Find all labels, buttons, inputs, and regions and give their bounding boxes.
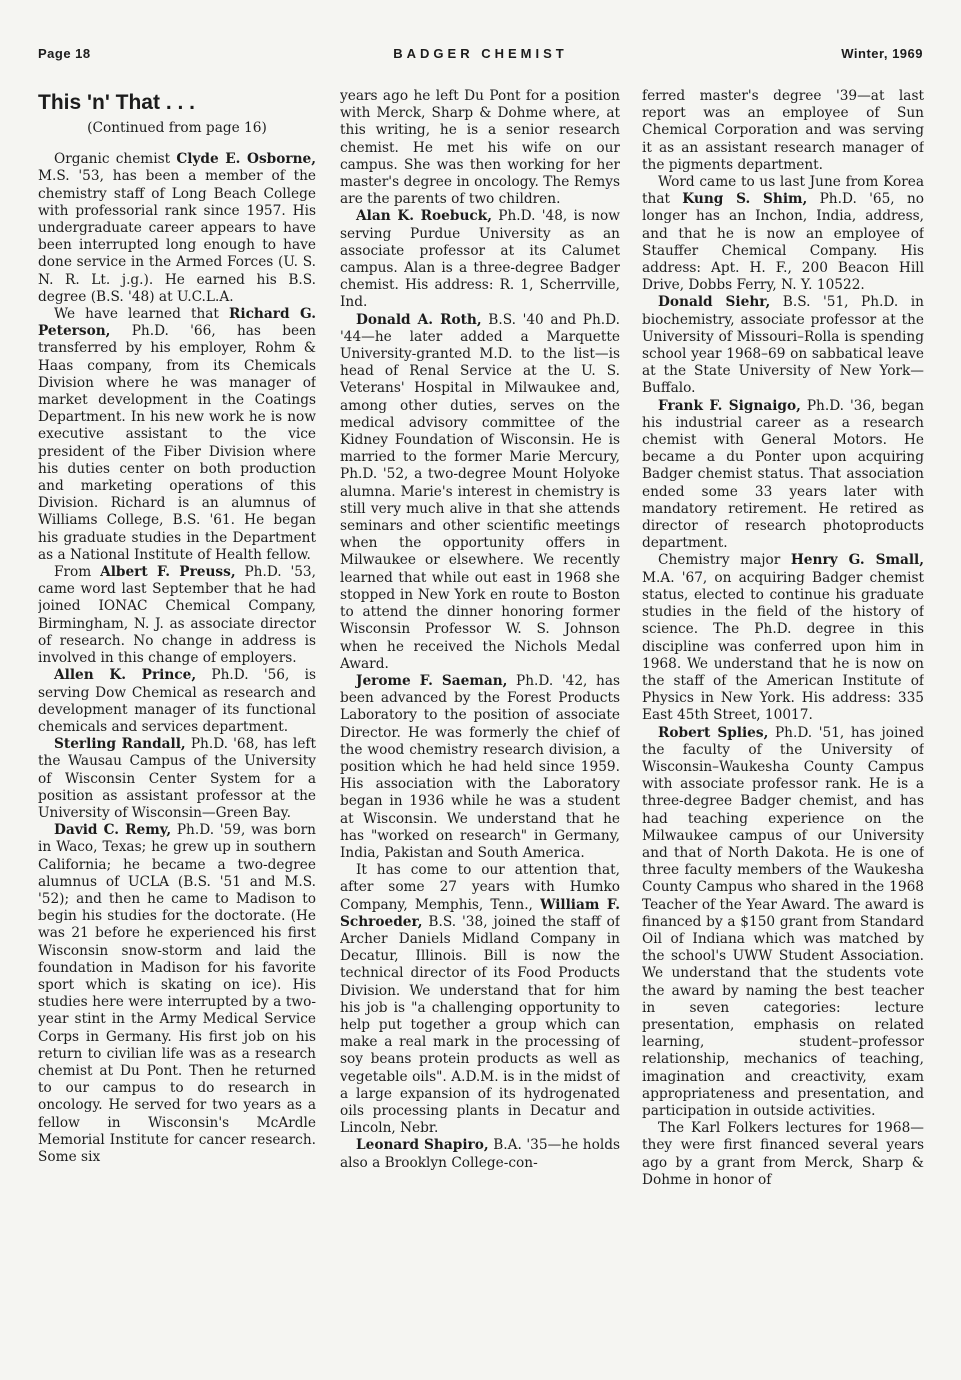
- paragraph: [340, 88, 620, 208]
- column-3: [642, 88, 924, 1350]
- paragraph-text: Ph.D. '68, has left the Wausau Campus of the University of Wisconsin Center System for a position as assistant professor at the University of Wisconsin—Green Bay.: [38, 736, 316, 821]
- person-name: Alan K. Roebuck,: [356, 208, 492, 225]
- paragraph: [340, 1137, 620, 1171]
- column-1: [38, 88, 316, 1350]
- paragraph: [340, 862, 620, 1137]
- person-name: Jerome F. Saeman,: [356, 672, 508, 689]
- person-name: Donald A. Roth,: [356, 311, 482, 328]
- paragraph-text: M.A. '67, on acquiring Badger chemist status, elected to continue his graduate studies in the field of the history of science. The Ph.D. degree in this discipline was conferred upon him in 1968. We understand that he is now on the staff of the American Institute of Physics in New York. His address: 335 East 45th Street, 10017.: [642, 569, 924, 724]
- paragraph-text: We have learned that: [54, 306, 230, 323]
- paragraph: [38, 151, 316, 306]
- person-name: William F. Schroeder,: [340, 896, 620, 930]
- person-name: Kung S. Shim,: [682, 191, 808, 208]
- paragraph-text: It has come to our attention that, after some 27 years with Humko Company, Memphis, Tenn.,: [340, 862, 620, 913]
- page-number: Page 18: [38, 46, 91, 61]
- paragraph: [340, 312, 620, 673]
- publication-title: BADGER CHEMIST: [393, 46, 568, 61]
- paragraph-text: Chemistry major: [658, 552, 791, 569]
- paragraph: [642, 88, 924, 174]
- paragraph-text: B.S. '40 and Ph.D. '44—he later added a Marquette University-granted M.D. to the list—is head of Renal Service at the U. S. Veterans' Hospital in Milwaukee and, among other duties, serves on the medical advisory committee of the Kidney Foundation of Wisconsin. He is married to the former Marie Mercury, Ph.D. '52, a two-degree Mount Holyoke alumna. Marie's interest in chemistry is still very much alive in that she attends seminars and other scientific meetings when the opportunity offers in Milwaukee or elsewhere. We recently learned that while out east in 1968 she stopped in New York en route to Boston to attend the dinner honoring former Wisconsin Professor W. S. Johnson when he received the Nichols Medal Award.: [340, 311, 620, 672]
- paragraph-text: Ph.D. '42, has been advanced by the Forest Products Laboratory to the position of associate Director. He was formerly the chief of the wood chemistry research division, a position which he had held since 1959. His association with the Laboratory began in 1936 while he was a student at Wisconsin. We understand that he has "worked on research" in Germany, India, Pakistan and South America.: [340, 672, 620, 861]
- person-name: David C. Remy,: [54, 822, 172, 839]
- person-name: Leonard Shapiro,: [356, 1137, 489, 1154]
- paragraph: [642, 398, 924, 553]
- paragraph-text: B.S. '51, Ph.D. in biochemistry, associate professor at the University of Missouri–Rolla is spending school year 1968–69 on sabbatical leave at the State University of New York—Buffalo.: [642, 294, 924, 397]
- paragraph-text: Ph.D. '53, came word last September that he had joined IONAC Chemical Company, Birmingham, N. J. as associate director of research. No change in address is involved in this change of employers.: [38, 564, 316, 667]
- paragraph: [38, 564, 316, 667]
- person-name: Frank F. Signaigo,: [658, 397, 801, 414]
- paragraph: [642, 725, 924, 1121]
- paragraph: [642, 294, 924, 397]
- paragraph-text: Ph.D. '59, was born in Waco, Texas; he grew up in southern California; he became a two-degree alumnus of UCLA (B.S. '51 and M.S. '52); and then he came to Madison to begin his studies for the doctorate. (He was 21 before he experienced his first Wisconsin snow-storm and laid the foundation in Madison for his favorite sport which is skating on ice). His studies here were interrupted by a two-year stint in the Army Medical Service Corps in Germany. His first job on his return to civilian life was as a research chemist at Du Pont. Then he returned to our campus to do research in oncology. He served for two years as a fellow in Wisconsin's McArdle Memorial Institute for cancer research. Some six: [38, 822, 316, 1165]
- person-name: Robert Splies,: [658, 724, 769, 741]
- paragraph: [38, 822, 316, 1166]
- paragraph-text: Ph.D. '66, has been transferred by his employer, Rohm & Haas company, from its Chemicals Division where he was manager of market development in the Coatings Department. In his new work he is now executive assistant to the vice president of the Fiber Division where his duties center on both production and marketing operations of this Division. Richard is an alumnus of Williams College, B.S. '61. He began his graduate studies in the Department as a National Institute of Health fellow.: [38, 323, 316, 563]
- paragraph-text: years ago he left Du Pont for a position with Merck, Sharp & Dohme where, at this writing, he is a senior research chemist. He met his wife on our campus. She was then working for her master's degree in oncology. The Remys are the parents of two children.: [340, 88, 620, 208]
- paragraph-text: B.A. '35—he holds also a Brooklyn College-con-: [340, 1137, 620, 1171]
- paragraph: [642, 552, 924, 724]
- paragraph-text: Ph.D. '56, is serving Dow Chemical as research and development manager of its functional chemicals and services department.: [38, 667, 316, 735]
- issue-date: Winter, 1969: [841, 46, 923, 61]
- paragraph-text: Ph.D. '48, is now serving Purdue University as an associate professor at its Calumet campus. Alan is a three-degree Badger chemist. His address: R. 1, Scherrville, Ind.: [340, 208, 620, 311]
- paragraph: [38, 306, 316, 564]
- paragraph-text: Organic chemist: [54, 151, 177, 168]
- paragraph-text: Ph.D. '51, has joined the faculty of the University of Wisconsin–Waukesha County Campus with associate professor rank. He is a three-degree Badger chemist, and has had teaching experience on the Milwaukee campus of our University and that of North Dakota. He is one of three faculty members of the Waukesha County Campus who shared in the 1968 Teacher of the Year Award. The award is financed by a $150 grant from Standard Oil of Indiana which was matched by the school's UWW Student Association. We understand that the students vote the award by naming the best teacher in seven categories: lecture presentation, emphasis on related learning, student–professor relationship, mechanics of teaching, imagination and creactivity, exam appropriateness and presentation, and participation in outside activities.: [642, 724, 924, 1119]
- paragraph: [642, 1120, 924, 1189]
- paragraph-text: Ph.D. '65, no longer has an Inchon, India, address, and that he is now an employee of Stauffer Chemical Company. His address: Apt. H. F., 200 Beacon Hill Drive, Dobbs Ferry, N. Y. 10522.: [642, 191, 924, 294]
- paragraph-text: M.S. '53, has been a member of the chemistry staff of Long Beach College with professorial rank since 1957. His undergraduate career appears to have been interrupted long enough to have done service in the Armed Forces (U. S. N. R. Lt. j.g.). He earned his B.S. degree (B.S. '48) at U.C.L.A.: [38, 168, 316, 305]
- paragraph-text: ferred master's degree '39—at last report was an employee of Sun Chemical Corporation and was serving it as an assistant research manager of the pigments department.: [642, 88, 924, 173]
- paragraph-text: Word came to us last June from Korea that: [642, 174, 924, 208]
- paragraph: [38, 736, 316, 822]
- paragraph: [642, 174, 924, 294]
- paragraph-text: Ph.D. '36, began his industrial career as a research chemist with General Motors. He became a du Ponter upon acquiring Badger chemist status. That association ended some 33 years later with mandatory retirement. He retired as director of research photoproducts department.: [642, 397, 924, 552]
- paragraph-text: B.S. '38, joined the staff of Archer Daniels Midland Company in Decatur, Illinois. Bill is now the technical director of its Food Products Division. We understand that for him his job is "a challenging opportunity to help put together a group which can make a real mark in the processing of soy beans protein products as well as vegetable oils". A.D.M. is in the midst of a large expansion of its hydrogenated oils processing plants in Decatur and Lincoln, Nebr.: [340, 913, 620, 1137]
- paragraph: [340, 673, 620, 862]
- column-2: [340, 88, 620, 1350]
- running-header: [38, 46, 923, 66]
- paragraph: [38, 667, 316, 736]
- paragraph-text: From: [54, 564, 101, 581]
- person-name: Allen K. Prince,: [54, 667, 197, 684]
- person-name: Sterling Randall,: [54, 736, 186, 753]
- person-name: Albert F. Preuss,: [100, 564, 236, 581]
- person-name: Clyde E. Osborne,: [176, 151, 316, 168]
- paragraph-text: The Karl Folkers lectures for 1968—they were first financed several years ago by a grant from Merck, Sharp & Dohme in honor of: [642, 1120, 924, 1188]
- article-title: This 'n' That . . .: [38, 91, 195, 114]
- continued-note: (Continued from page 16): [87, 120, 267, 136]
- paragraph: [340, 208, 620, 311]
- person-name: Henry G. Small,: [790, 552, 924, 569]
- person-name: Donald Siehr,: [658, 294, 771, 311]
- person-name: Richard G. Peterson,: [38, 306, 316, 340]
